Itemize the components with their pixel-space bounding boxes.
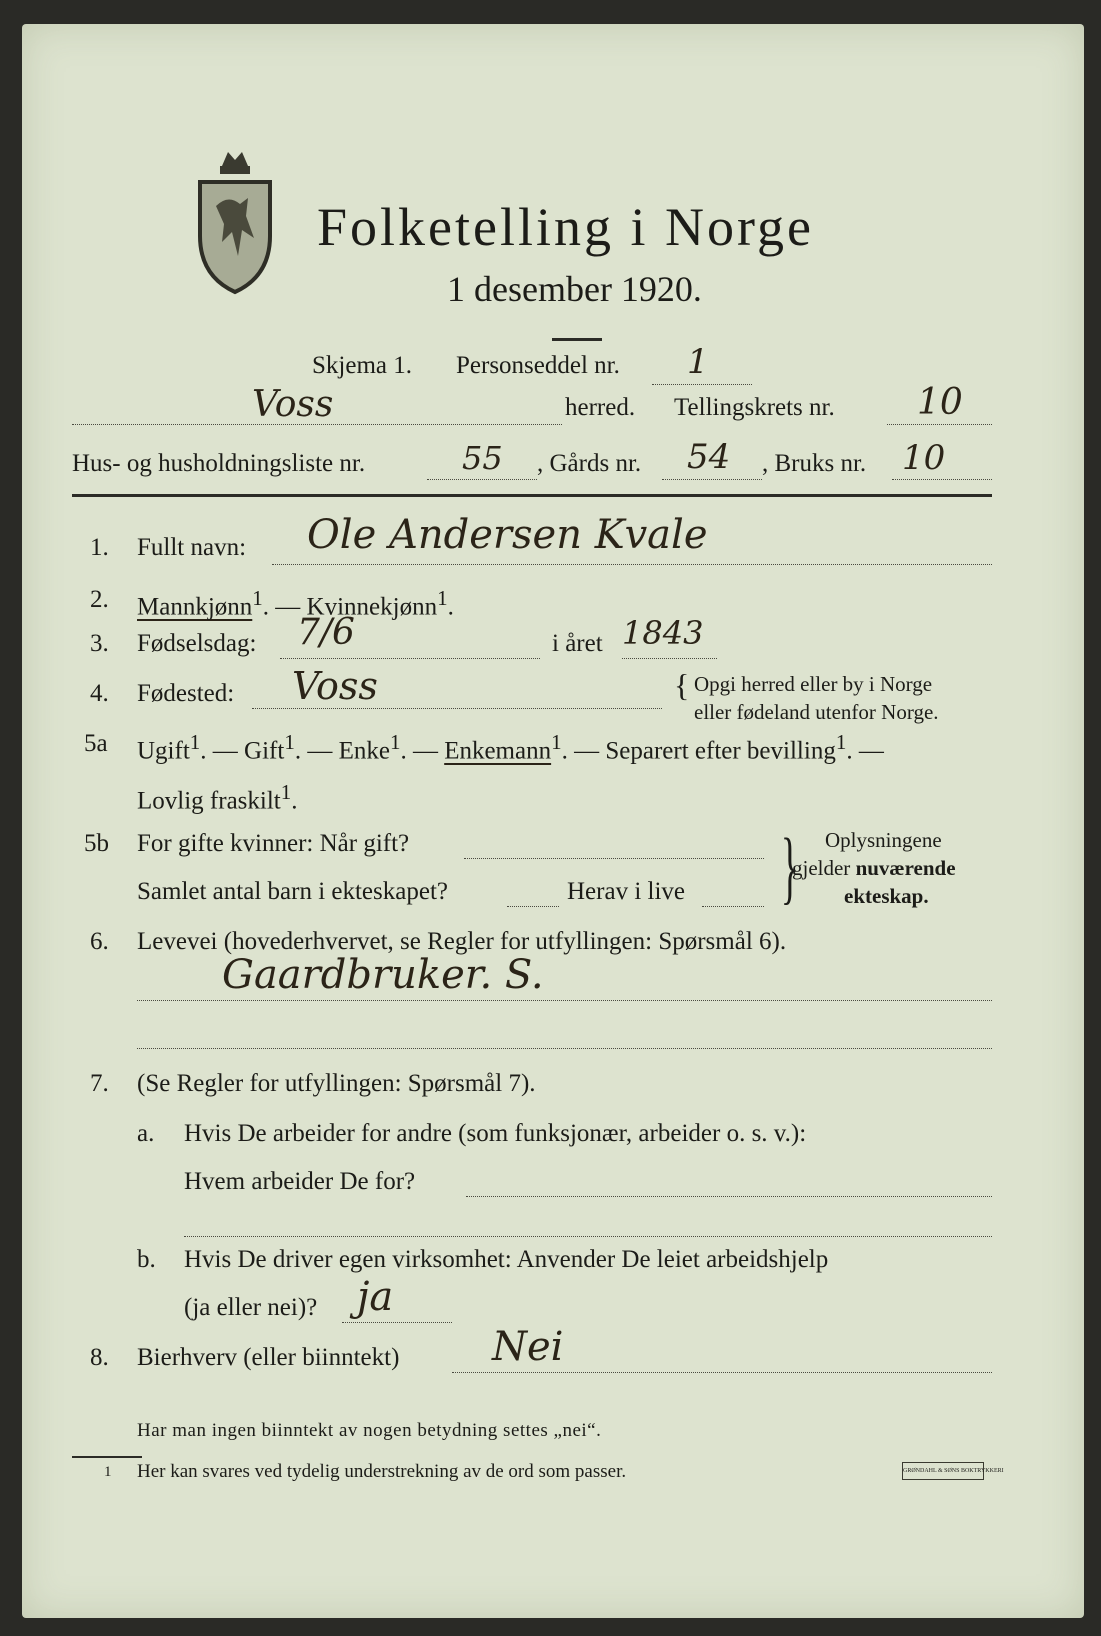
q6-number: 6. [90, 928, 109, 955]
q5b-alive-field[interactable] [702, 906, 764, 907]
q7a-field-1[interactable] [466, 1196, 992, 1197]
q3-number: 3. [90, 630, 109, 657]
gards-value: 54 [687, 437, 731, 477]
q5b-label-1: For gifte kvinner: Når gift? [137, 830, 410, 857]
q6-value: Gaardbruker. S. [222, 952, 544, 998]
q5b-label-3: Herav i live [567, 878, 686, 905]
q4-value: Voss [292, 664, 378, 708]
bruks-label: , Bruks nr. [762, 450, 867, 477]
census-date: 1 desember 1920. [447, 269, 702, 309]
q4-brace: { [674, 667, 690, 703]
q5b-label-2: Samlet antal barn i ekteskapet? [137, 878, 448, 905]
q5a-separert-option[interactable]: . — Separert efter bevilling [561, 737, 836, 765]
q2-number: 2. [90, 586, 109, 613]
personseddel-field[interactable] [652, 384, 752, 385]
schema-label: Skjema 1. [312, 352, 412, 379]
q8-field[interactable] [452, 1372, 992, 1373]
q8-value: Nei [492, 1324, 564, 1370]
q5b-brace: } [780, 821, 799, 912]
q5b-note-3: ekteskap. [844, 884, 929, 908]
title-divider [552, 338, 602, 341]
q7a-question: Hvem arbeider De for? [184, 1168, 416, 1195]
q5a-ugift-option[interactable]: Ugift [137, 737, 190, 765]
q6-field-2[interactable] [137, 1048, 992, 1049]
q7a-label: Hvis De arbeider for andre (som funksjonær, arbeider o. s. v.): [184, 1120, 807, 1147]
q4-number: 4. [90, 680, 109, 707]
form-title: Folketelling i Norge [317, 197, 814, 257]
q6-field-1[interactable] [137, 1000, 992, 1001]
q5b-children-field[interactable] [507, 906, 559, 907]
q7b-field[interactable] [342, 1322, 452, 1323]
q4-note-2: eller fødeland utenfor Norge. [694, 700, 939, 724]
q5a-enke-option[interactable]: . — Enke [294, 737, 390, 765]
gards-label: , Gårds nr. [537, 450, 642, 477]
q3-label: Fødselsdag: [137, 630, 257, 657]
q4-note-1: Opgi herred eller by i Norge [694, 672, 933, 696]
personseddel-value: 1 [687, 342, 709, 382]
q5a-gift-option[interactable]: . — Gift [200, 737, 285, 765]
q2-options: Mannkjønn$^1$. — Kvinnekjønn$^1$. [137, 586, 454, 621]
gards-field[interactable] [662, 479, 762, 480]
q5b-note-1: Oplysningene [825, 828, 942, 852]
herred-value: Voss [252, 384, 334, 425]
q5a-options: Ugift$^1$. — Gift$^1$. — Enke$^1$. — Enkemann$^1$. — Separert efter bevilling$^1$. — [137, 730, 884, 765]
q7b-number: b. [137, 1246, 156, 1273]
norwegian-coat-of-arms-icon [192, 146, 278, 296]
q3-date-field[interactable] [280, 658, 540, 659]
q2-male-option[interactable]: Mannkjønn [137, 593, 253, 621]
footnote-1-number: 1 [104, 1464, 112, 1480]
printer-stamp: GRØNDAHL & SØNS BOKTRYKKERI [902, 1462, 984, 1480]
q3-year-field[interactable] [622, 658, 717, 659]
footnote-divider [72, 1456, 142, 1458]
q5a-enkemann-option[interactable]: Enkemann [444, 737, 552, 765]
q7a-field-2[interactable] [184, 1236, 992, 1237]
q3-date-value: 7/6 [297, 612, 355, 653]
q7a-number: a. [137, 1120, 155, 1147]
tellingskrets-value: 10 [917, 382, 963, 423]
q4-label: Fødested: [137, 680, 235, 707]
husholdningsliste-field[interactable] [427, 479, 537, 480]
q5a-number: 5a [84, 730, 108, 757]
bruks-value: 10 [902, 438, 946, 478]
census-form-sheet [22, 24, 1084, 1618]
q1-number: 1. [90, 534, 109, 561]
q7-label: (Se Regler for utfyllingen: Spørsmål 7). [137, 1070, 536, 1097]
q5b-note-2: gjelder nuværende [792, 856, 956, 880]
q7b-value: ja [357, 1274, 394, 1320]
q3-year-value: 1843 [622, 614, 704, 652]
footnote-1: Her kan svares ved tydelig understrekning av de ord som passer. [137, 1461, 627, 1482]
q6-label: Levevei (hovederhvervet, se Regler for utfyllingen: Spørsmål 6). [137, 928, 787, 955]
q8-label: Bierhverv (eller biinntekt) [137, 1344, 400, 1371]
husholdningsliste-label: Hus- og husholdningsliste nr. [72, 450, 366, 477]
herred-label: herred. [565, 394, 636, 421]
q5b-married-field[interactable] [464, 858, 764, 859]
q5b-number: 5b [84, 830, 109, 857]
q8-number: 8. [90, 1344, 109, 1371]
q1-value: Ole Andersen Kvale [307, 512, 708, 558]
q7b-label: Hvis De driver egen virksomhet: Anvender De leiet arbeidshjelp [184, 1246, 829, 1273]
q7-number: 7. [90, 1070, 109, 1097]
q2-female-option[interactable]: Kvinnekjønn [306, 593, 438, 621]
q3-year-label: i året [552, 630, 603, 657]
personseddel-label: Personseddel nr. [456, 352, 620, 379]
footnote-biinntekt: Har man ingen biinntekt av nogen betydning settes „nei“. [137, 1420, 602, 1441]
q5a-fraskilt-option[interactable]: Lovlig fraskilt$^1$. [137, 780, 298, 815]
husholdningsliste-value: 55 [462, 439, 503, 477]
q4-field[interactable] [252, 708, 662, 709]
q7b-question: (ja eller nei)? [184, 1294, 318, 1321]
tellingskrets-label: Tellingskrets nr. [674, 394, 835, 421]
section-divider [72, 494, 992, 497]
bruks-field[interactable] [892, 479, 992, 480]
q1-label: Fullt navn: [137, 534, 247, 561]
tellingskrets-field[interactable] [887, 424, 992, 425]
q1-field[interactable] [272, 564, 992, 565]
